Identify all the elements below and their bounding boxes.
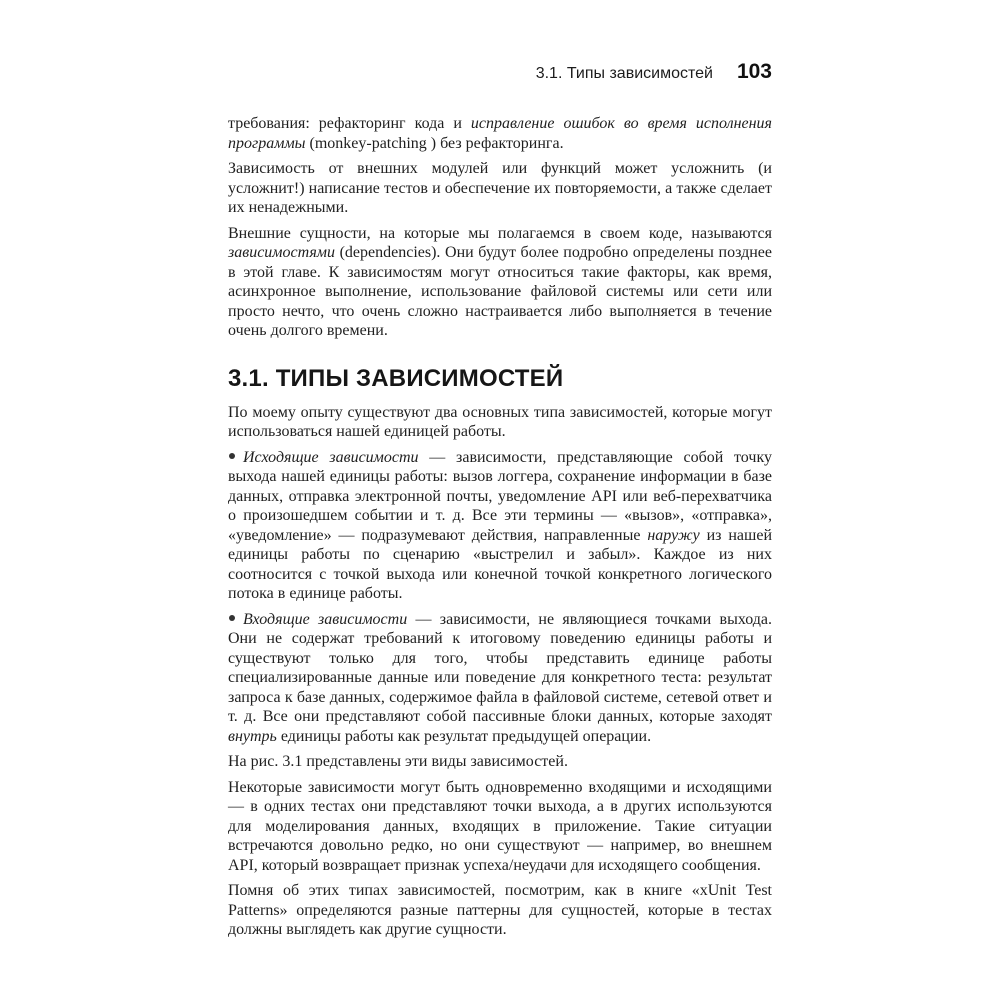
dependency-types-list: [228, 448, 772, 747]
paragraph-xunit-test-patterns: Помня об этих типах зависимостей, посмотрим, как в книге «xUnit Test Patterns» определяются разные паттерны для сущностей, которые в тестах должны выглядеть как другие сущности.: [228, 882, 772, 938]
paragraph-figure-reference: На рис. 3.1 представлены эти виды зависимостей.: [228, 753, 568, 770]
page-header: [228, 60, 772, 84]
text-column: [228, 60, 772, 946]
paragraph-dependencies-definition: Внешние сущности, на которые мы полагаемся в своем коде, называются зависимостями (dependencies). Они будут более подробно определены позднее в этой главе. К зависимостям могут относиться такие факторы, как время, асинхронное выполнение, использование файловой системы или сети или просто нечто, что очень сложно настраивается либо выполняется в течение очень долгого времени.: [228, 224, 772, 339]
running-title: 3.1. Типы зависимостей: [535, 65, 713, 82]
list-item-incoming-dependencies: Входящие зависимости — зависимости, не являющиеся точками выхода. Они не содержат требований к итоговому поведению единицы работы и существуют только для того, чтобы представить единице работы специализированные данные или поведение для конкретного теста: результат запроса к базе данных, содержимое файла в файловой системе, сетевой ответ и т. д. Все они представляют собой пассивные блоки данных, которые заходят внутрь единицы работы как результат предыдущей операции.: [228, 610, 773, 745]
paragraph-external-modules: Зависимость от внешних модулей или функций может усложнить (и усложнит!) написание тестов и обеспечение их повторяемости, а также сделает их ненадежными.: [228, 160, 772, 216]
list-item-outgoing-dependencies: Исходящие зависимости — зависимости, представляющие собой точку выхода нашей единицы работы: вызов логгера, сохранение информации в базе данных, отправка электронной почты, уведомление API или веб-перехватчика о произошедшем событии и т. д. Все эти термины — «вызов», «отправка», «уведомление» — подразумевают действия, направленные наружу из нашей единицы работы по сценарию «выстрелил и забыл». Каждое из них соотносится с точкой выхода или конечной точкой конкретного логического потока в единице работы.: [228, 448, 773, 602]
paragraph-two-types-intro: По моему опыту существуют два основных типа зависимостей, которые могут использоваться нашей единицей работы.: [228, 403, 772, 440]
page-number: 103: [736, 60, 772, 83]
paragraph-monkey-patching: требования: рефакторинг кода и исправление ошибок во время исполнения программы (monkey-patching ) без рефакторинга.: [228, 115, 772, 152]
paragraph-both-directions: Некоторые зависимости могут быть одновременно входящими и исходящими — в одних тестах они представляют точки выхода, а в других используются для моделирования данных, входящих в приложение. Такие ситуации встречаются довольно редко, но они существуют — например, во внешнем API, который возвращает признак успеха/неудачи для исходящего сообщения.: [228, 778, 772, 874]
section-heading: 3.1. ТИПЫ ЗАВИСИМОСТЕЙ: [228, 364, 564, 392]
